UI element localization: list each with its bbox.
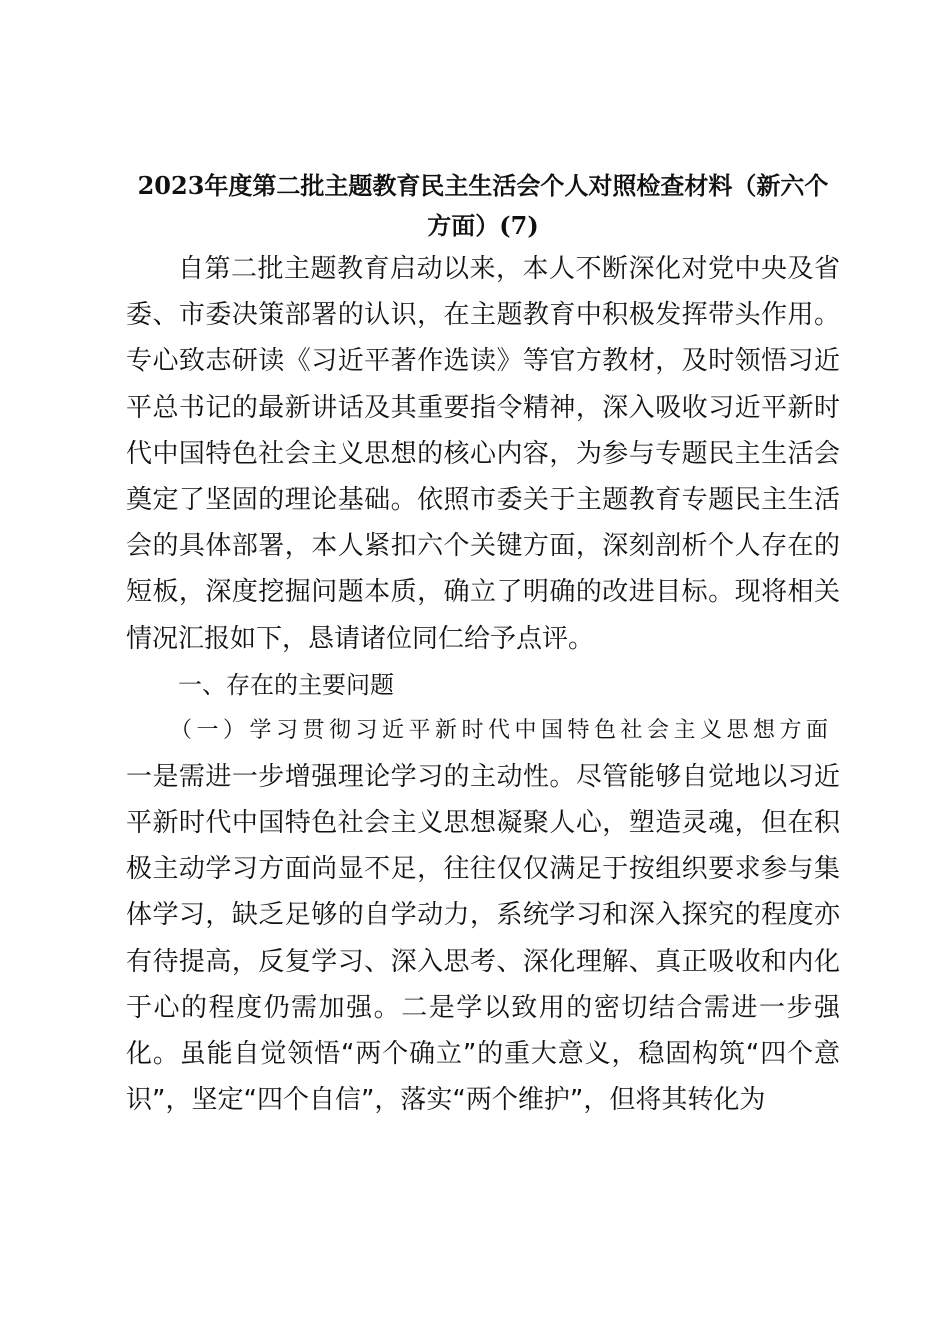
intro-paragraph: 自第二批主题教育启动以来，本人不断深化对党中央及省委、市委决策部署的认识，在主题教育中积极发挥带头作用。专心致志研读《习近平著作选读》等官方教材，及时领悟习近平总书记的最新讲话及其重要指令精神，深入吸收习近平新时代中国特色社会主义思想的核心内容，为参与专题民主生活会奠定了坚固的理论基础。依照市委关于主题教育专题民主生活会的具体部署，本人紧扣六个关键方面，深刻剖析个人存在的短板，深度挖掘问题本质，确立了明确的改进目标。现将相关情况汇报如下，恳请诸位同仁给予点评。 bbox=[126, 254, 840, 654]
document-body bbox=[126, 162, 840, 1123]
subsection-heading-theory-study: （一）学习贯彻习近平新时代中国特色社会主义思想方面 bbox=[170, 717, 833, 743]
subsection-body-paragraph: 一是需进一步增强理论学习的主动性。尽管能够自觉地以习近平新时代中国特色社会主义思想凝聚人心，塑造灵魂，但在积极主动学习方面尚显不足，往往仅仅满足于按组织要求参与集体学习，缺乏足够的自学动力，系统学习和深入探究的程度亦有待提高，反复学习、深入思考、深化理解、真正吸收和内化于心的程度仍需加强。二是学以致用的密切结合需进一步强化。虽能自觉领悟“两个确立”的重大意义，稳固构筑“四个意识”，坚定“四个自信”，落实“两个维护”，但将其转化为 bbox=[126, 761, 840, 1116]
section-heading-problems: 一、存在的主要问题 bbox=[178, 670, 394, 699]
document-title: 2023年度第二批主题教育民主生活会个人对照检查材料（新六个方面）(7) bbox=[137, 171, 829, 240]
